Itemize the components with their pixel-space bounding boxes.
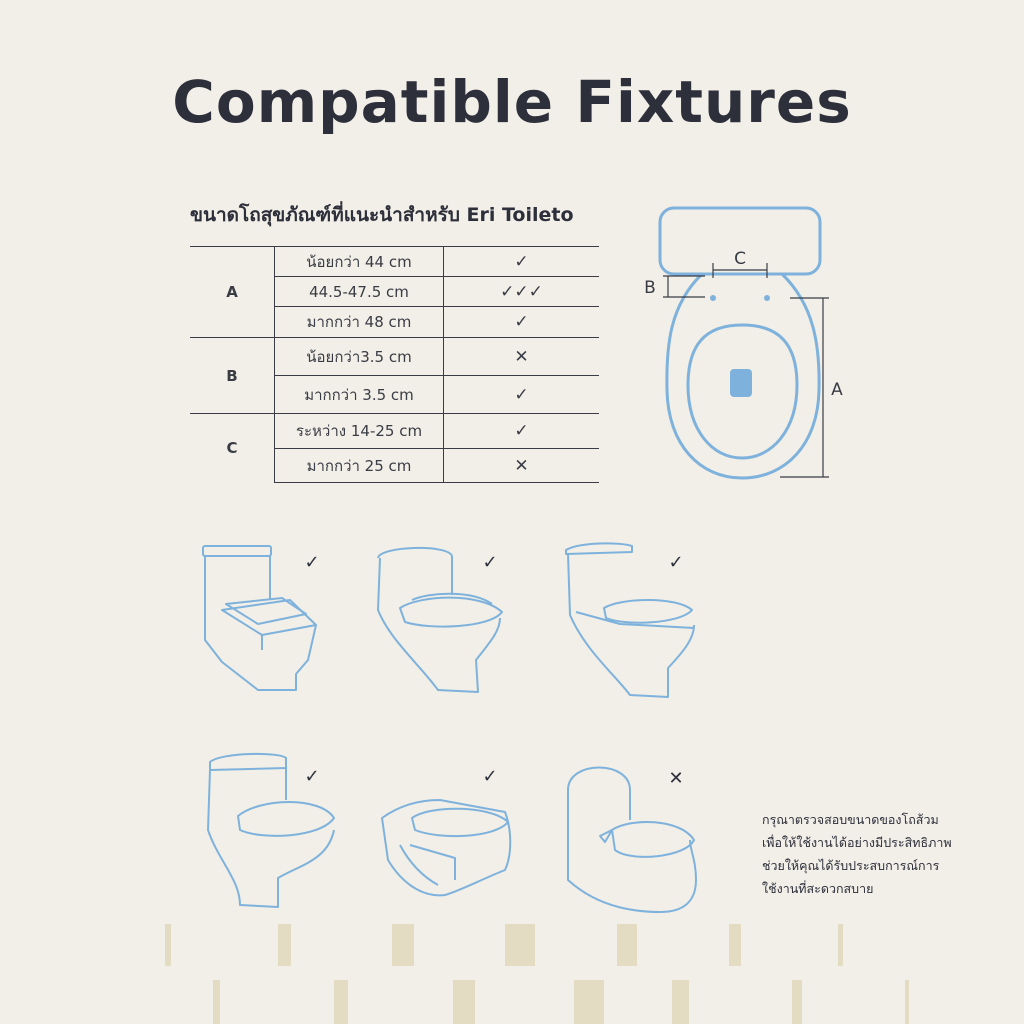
mark-cell: ✕ [444,449,600,483]
note-line: ใช้งานที่สะดวกสบาย [762,881,874,896]
decorative-stripes [165,924,909,1024]
fixture-square-toilet-icon [203,546,316,690]
fixture-wall-hung-toilet-icon [382,800,510,895]
size-check-note [762,808,952,900]
page-title: Compatible Fixtures [172,68,852,136]
group-label-b: B [190,338,275,414]
note-line: กรุณาตรวจสอบขนาดของโถส้วม [762,812,939,827]
dimension-label-c: C [734,249,746,269]
table-title: ขนาดโถสุขภัณฑ์ที่แนะนำสำหรับ Eri Toileto [190,204,574,226]
condition-cell: 44.5-47.5 cm [275,277,444,307]
mark-cell: ✓ [444,414,600,449]
dimension-label-a: A [831,380,843,400]
condition-cell: มากกว่า 25 cm [275,449,444,483]
fixture-4-mark: ✓ [304,766,320,787]
mark-cell: ✓ [444,376,600,414]
dimension-label-b: B [644,278,656,298]
fixture-5-mark: ✓ [482,766,498,787]
fixture-6-mark: ✕ [668,768,684,789]
fixture-2-mark: ✓ [482,552,498,573]
note-line: ช่วยให้คุณได้รับประสบการณ์การ [762,858,940,873]
condition-cell: มากกว่า 48 cm [275,307,444,338]
condition-cell: น้อยกว่า3.5 cm [275,338,444,376]
note-line: เพื่อให้ใช้งานได้อย่างมีประสิทธิภาพ [762,835,952,850]
group-label-a: A [190,247,275,338]
fixture-3-mark: ✓ [668,552,684,573]
fixture-unsupported-toilet-icon [568,768,696,913]
mark-cell: ✓✓✓ [444,277,600,307]
group-label-c: C [190,414,275,483]
mark-cell: ✕ [444,338,600,376]
mark-cell: ✓ [444,307,600,338]
mark-cell: ✓ [444,247,600,277]
condition-cell: มากกว่า 3.5 cm [275,376,444,414]
condition-cell: ระหว่าง 14-25 cm [275,414,444,449]
toilet-top-view-diagram [644,208,843,478]
fixture-1-mark: ✓ [304,552,320,573]
condition-cell: น้อยกว่า 44 cm [275,247,444,277]
